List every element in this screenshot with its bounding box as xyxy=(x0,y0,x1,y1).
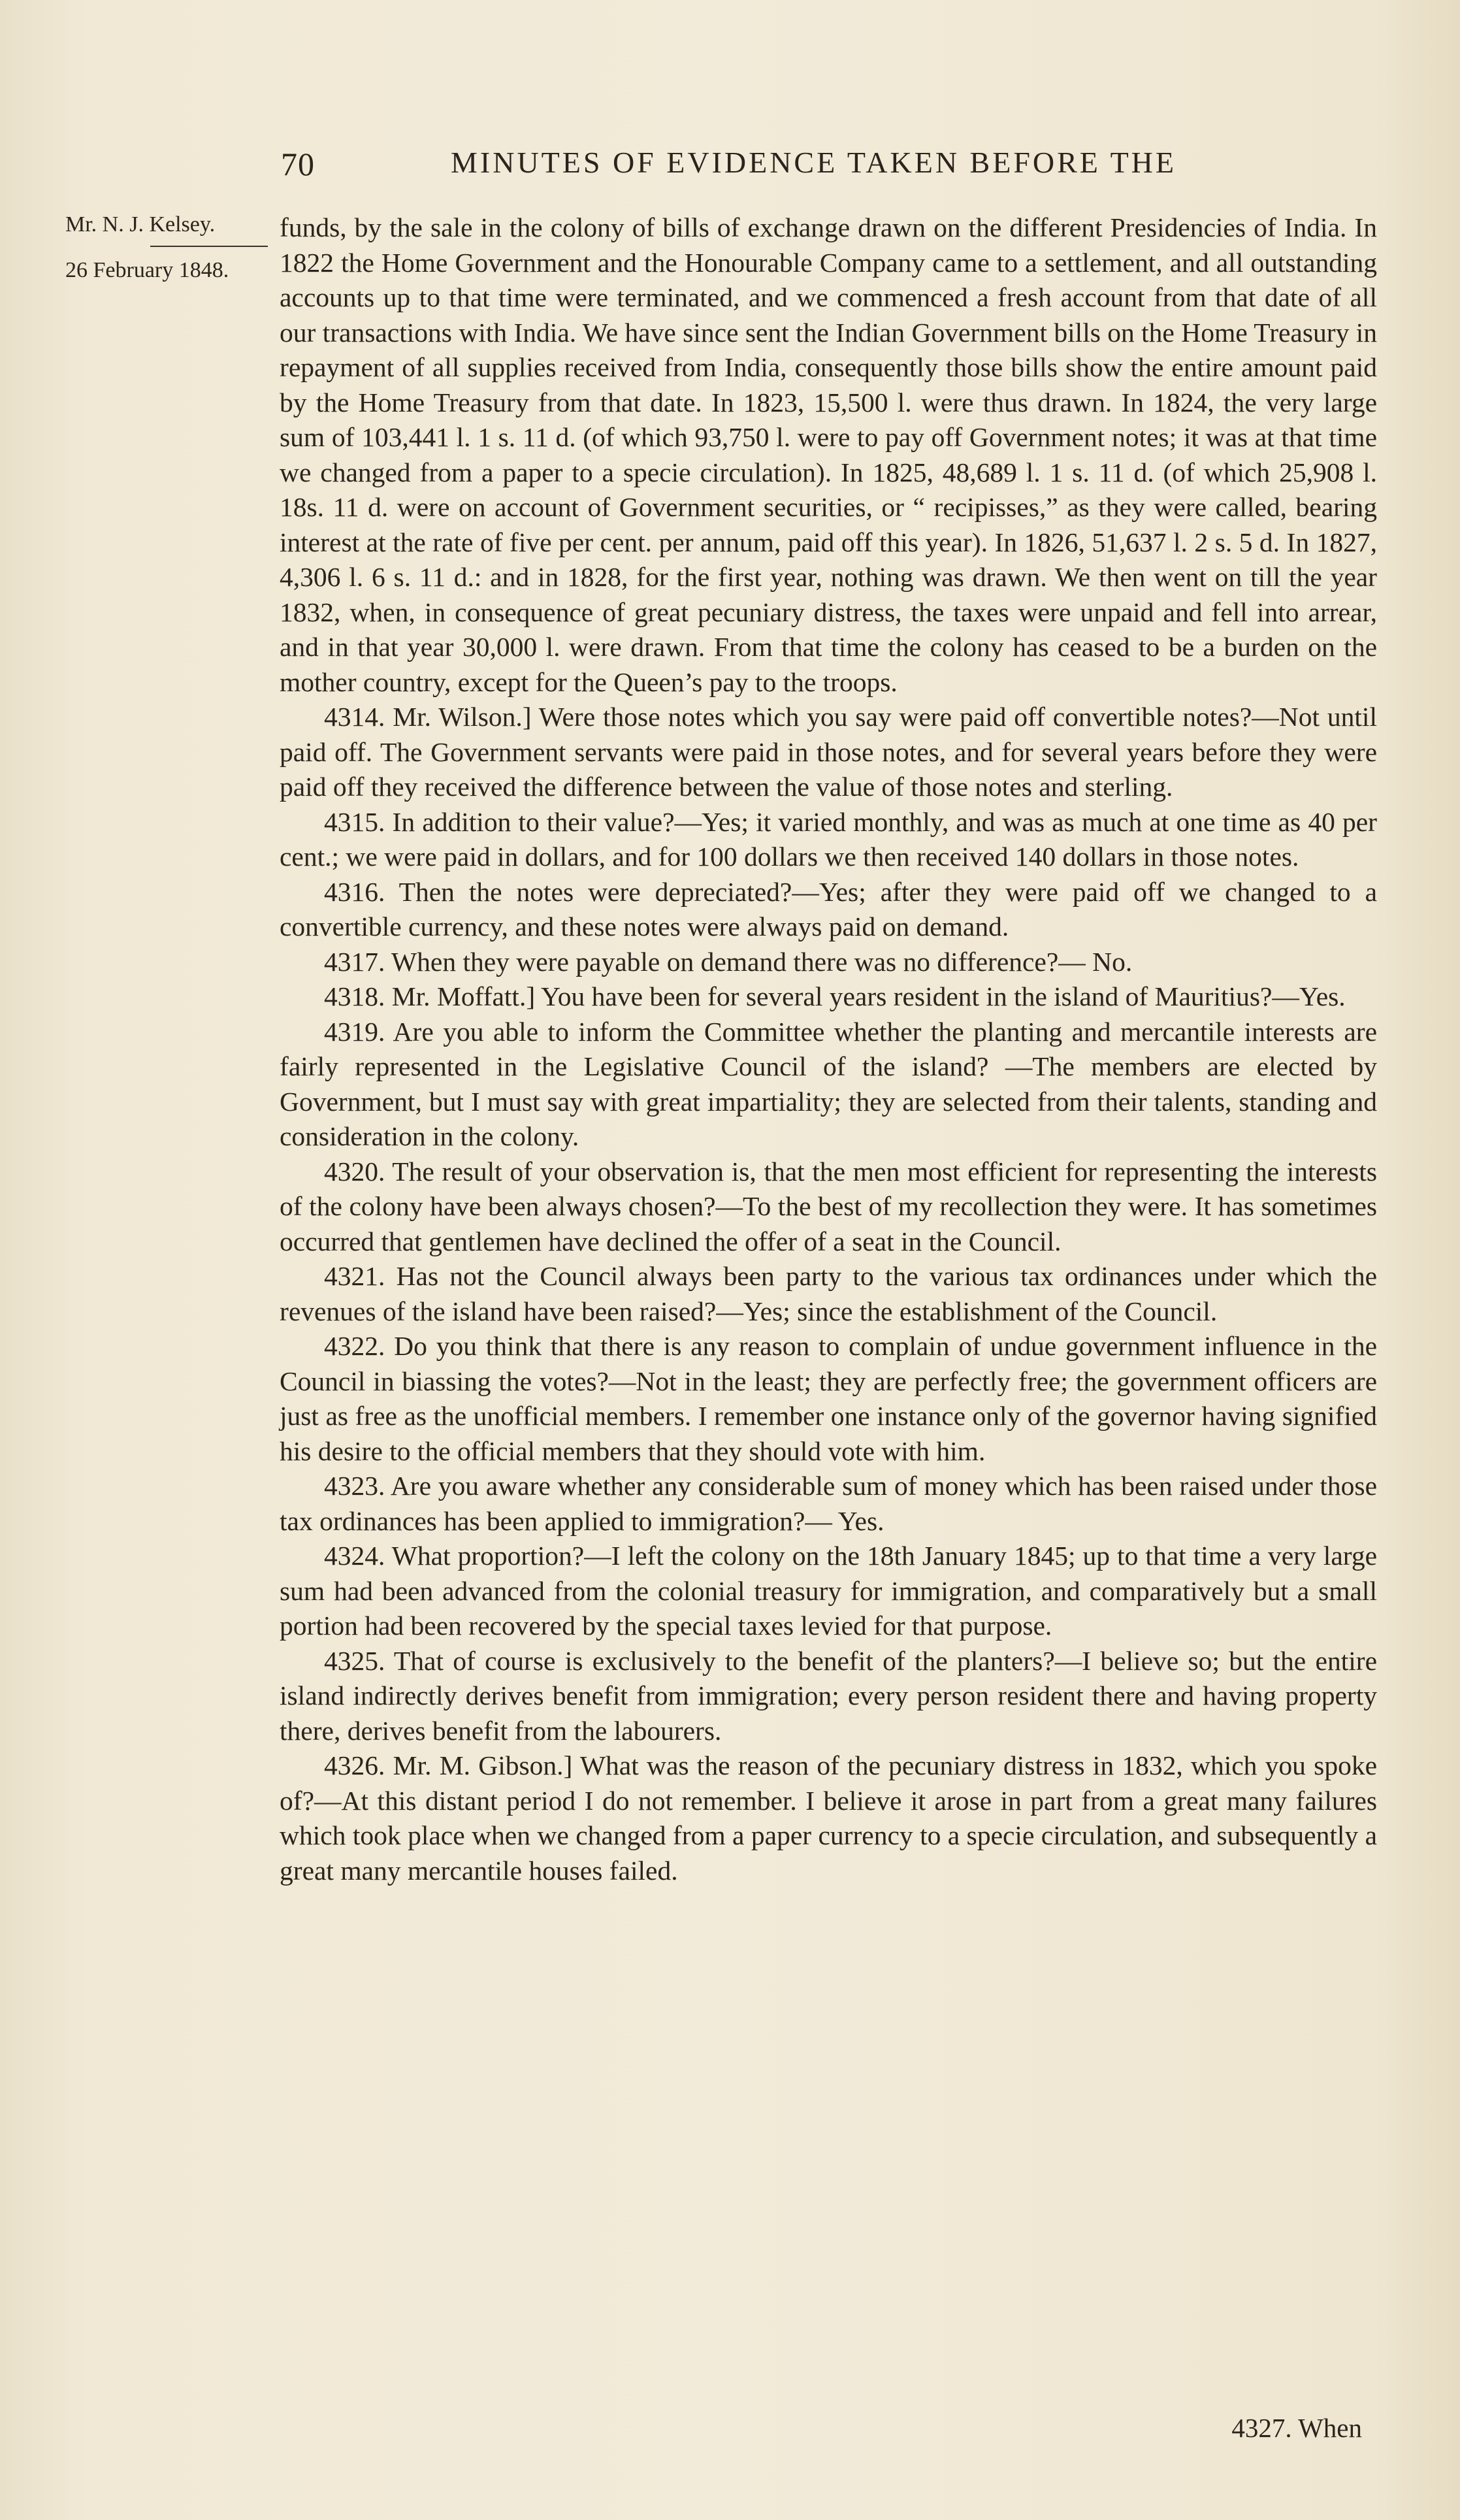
paragraph-continued: funds, by the sale in the colony of bills of exchange drawn on the different Presidencies of India. In 1822 the Home Government and the Honourable Company came to a settlement, and all outstanding accounts up to that time were terminated, and we commenced a fresh account from that date of all our transactions with India. We have since sent the Indian Government bills on the Home Treasury in repayment of all supplies received from India, consequently those bills show the entire amount paid by the Home Treasury from that date. In 1823, 15,500 l. were thus drawn. In 1824, the very large sum of 103,441 l. 1 s. 11 d. (of which 93,750 l. were to pay off Government notes; it was at that time we changed from a paper to a specie circulation). In 1825, 48,689 l. 1 s. 11 d. (of which 25,908 l. 18s. 11 d. were on account of Government securities, or “ recipisses,” as they were called, bearing interest at the rate of five per cent. per annum, paid off this year). In 1826, 51,637 l. 2 s. 5 d. In 1827, 4,306 l. 6 s. 11 d.: and in 1828, for the first year, nothing was drawn. We then went on till the year 1832, when, in consequence of great pecuniary distress, the taxes were unpaid and fell into arrear, and in that year 30,000 l. were drawn. From that time the colony has ceased to be a burden on the mother country, except for the Queen’s pay to the troops. xyxy=(280,212,1377,697)
evidence-text xyxy=(280,210,1377,1888)
question-4315: 4315. In addition to their value?—Yes; it varied monthly, and was as much at one time as 40 per cent.; we were paid in dollars, and for 100 dollars we then received 140 dollars in those notes. xyxy=(280,806,1377,872)
question-4319: 4319. Are you able to inform the Committee whether the planting and mercantile interests are fairly represented in the Legislative Council of the island? —The members are elected by Government, but I must say with great impartiality; they are selected from their talents, standing and consideration in the colony. xyxy=(280,1016,1377,1151)
question-4317: 4317. When they were payable on demand there was no difference?— No. xyxy=(324,946,1133,977)
page-header xyxy=(0,145,1460,191)
question-4314: 4314. Mr. Wilson.] Were those notes which you say were paid off convertible notes?—Not until paid off. The Government servants were paid in those notes, and for several years before they were paid off they received the difference between the value of those notes and sterling. xyxy=(280,702,1377,802)
question-4326: 4326. Mr. M. Gibson.] What was the reason of the pecuniary distress in 1832, which you spoke of?—At this distant period I do not remember. I believe it arose in part from a great many failures which took place when we changed from a paper currency to a specie circulation, and subsequently a great many mercantile houses failed. xyxy=(280,1750,1377,1886)
witness-name: Mr. N. J. Kelsey. xyxy=(65,212,216,237)
question-4322: 4322. Do you think that there is any reason to complain of undue government influence in the Council in biassing the votes?—Not in the least; they are perfectly free; the government officers are just as free as the unofficial members. I remember one instance only of the governor having signified his desire to the official members that they should vote with him. xyxy=(280,1331,1377,1466)
question-4323: 4323. Are you aware whether any considerable sum of money which has been raised under those tax ordinances has been applied to immigration?— Yes. xyxy=(280,1471,1377,1536)
question-4316: 4316. Then the notes were depreciated?—Yes; after they were paid off we changed to a convertible currency, and these notes were always paid on demand. xyxy=(280,876,1377,941)
page-number: 70 xyxy=(281,146,315,182)
margin-rule xyxy=(150,246,268,256)
question-4321: 4321. Has not the Council always been party to the various tax ordinances under which the revenues of the island have been raised?—Yes; since the establishment of the Council. xyxy=(280,1261,1377,1326)
question-4324: 4324. What proportion?—I left the colony on the 18th January 1845; up to that time a very large sum had been advanced from the colonial treasury for immigration, and comparatively but a small portion had been recovered by the special taxes levied for that purpose. xyxy=(280,1541,1377,1641)
question-4325: 4325. That of course is exclusively to the benefit of the planters?—I believe so; but the entire island indirectly derives benefit from immigration; every person resident there and having property there, derives benefit from the labourers. xyxy=(280,1645,1377,1746)
margin-note xyxy=(65,210,281,285)
question-4318: 4318. Mr. Moffatt.] You have been for several years resident in the island of Mauritius?—Yes. xyxy=(324,981,1346,1011)
question-4320: 4320. The result of your observation is, that the men most efficient for representing the interests of the colony have been always chosen?—To the best of my recollection they were. It has sometimes occurred that gentlemen have declined the offer of a seat in the Council. xyxy=(280,1156,1377,1256)
running-title: MINUTES OF EVIDENCE TAKEN BEFORE THE xyxy=(451,146,1176,179)
catchword: 4327. When xyxy=(1231,2413,1362,2443)
hearing-date: 26 February 1848. xyxy=(65,258,229,282)
